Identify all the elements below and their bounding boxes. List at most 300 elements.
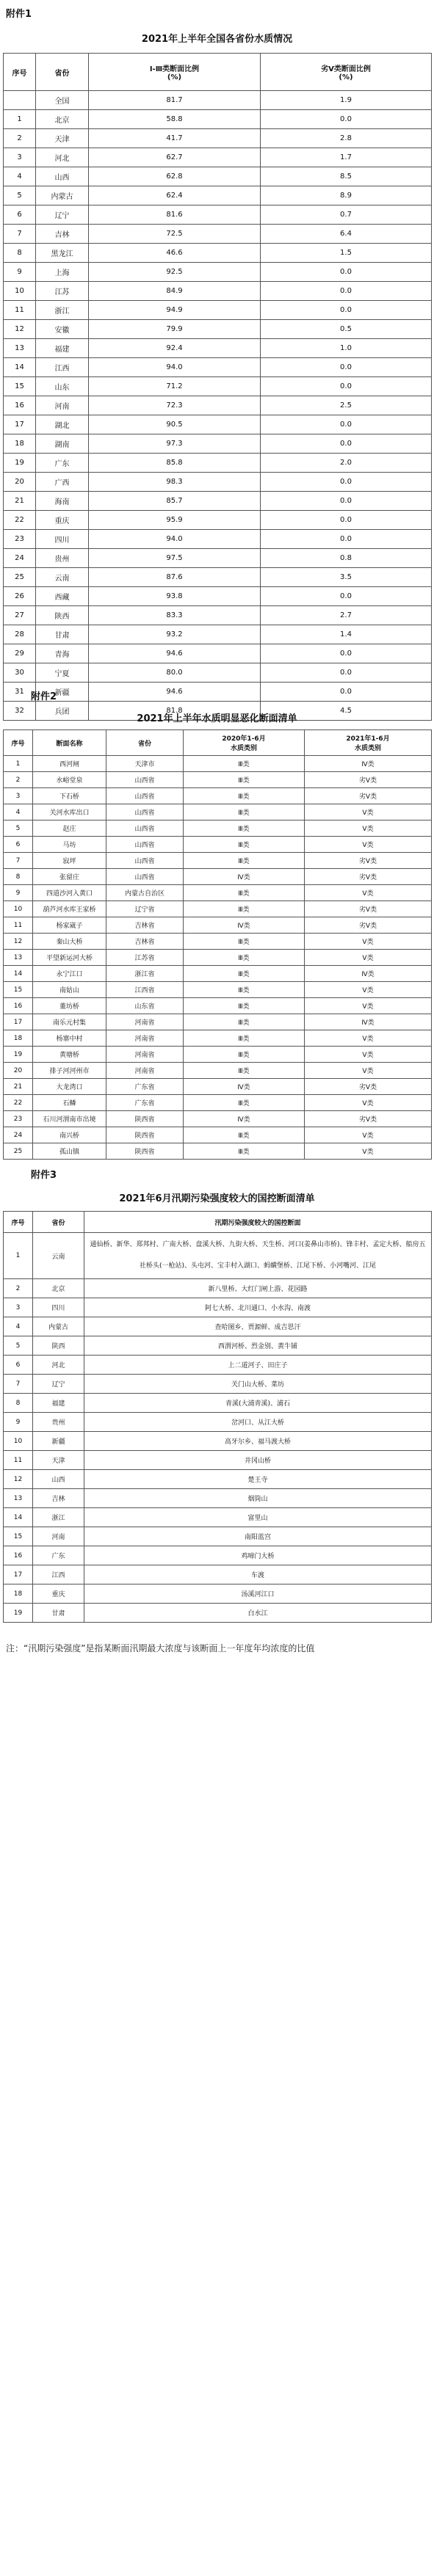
annex3-table-row	[4, 1394, 432, 1413]
annex2-cell-no: 3	[4, 788, 33, 804]
annex1-table-row	[4, 263, 432, 282]
annex1-cell-bad-ratio: 0.0	[261, 530, 432, 549]
annex3-cell-no: 6	[4, 1356, 33, 1375]
annex1-cell-good-ratio: 58.8	[89, 110, 261, 129]
annex2-cell-no: 25	[4, 1143, 33, 1160]
annex2-cell-class-2020: Ⅲ类	[184, 966, 305, 982]
annex1-table-row	[4, 511, 432, 530]
annex2-table-row	[4, 982, 432, 998]
annex1-header-good	[89, 54, 261, 91]
annex1-cell-no: 10	[4, 282, 36, 301]
annex2-cell-class-2021: Ⅴ类	[305, 998, 432, 1014]
annex1-table-row	[4, 415, 432, 434]
annex1-header-no: 序号	[4, 54, 36, 91]
annex2-cell-class-2021: 劣Ⅴ类	[305, 853, 432, 869]
annex1-label: 附件1	[6, 9, 32, 20]
annex3-cell-province: 甘肃	[33, 1604, 84, 1623]
annex2-cell-class-2020: Ⅳ类	[184, 1079, 305, 1095]
annex1-cell-bad-ratio: 0.0	[261, 110, 432, 129]
annex3-table-row	[4, 1527, 432, 1546]
annex2-table-row	[4, 934, 432, 950]
annex2-cell-no: 20	[4, 1063, 33, 1079]
annex1-cell-province: 青海	[36, 644, 89, 663]
annex1-cell-bad-ratio: 0.0	[261, 301, 432, 320]
annex1-header-good-unit: (%)	[167, 73, 182, 81]
annex2-cell-name: 石川河渭南市出境	[33, 1111, 106, 1127]
annex3-cell-province: 浙江	[33, 1508, 84, 1527]
annex2-cell-name: 下石桥	[33, 788, 106, 804]
annex1-cell-good-ratio: 94.9	[89, 301, 261, 320]
annex2-cell-province: 山西省	[106, 853, 184, 869]
annex1-cell-good-ratio: 90.5	[89, 415, 261, 434]
annex2-cell-province: 山西省	[106, 804, 184, 821]
annex1-cell-no: 7	[4, 225, 36, 244]
annex2-table-row	[4, 917, 432, 934]
annex2-cell-no: 4	[4, 804, 33, 821]
annex1-cell-bad-ratio: 0.0	[261, 415, 432, 434]
annex1-table-row	[4, 530, 432, 549]
annex3-cell-province: 云南	[33, 1233, 84, 1279]
annex2-cell-no: 18	[4, 1030, 33, 1047]
annex1-table-row	[4, 320, 432, 339]
annex2-cell-name: 关河水库出口	[33, 804, 106, 821]
annex3-cell-no: 16	[4, 1546, 33, 1565]
annex2-cell-class-2020: Ⅲ类	[184, 788, 305, 804]
annex1-cell-good-ratio: 95.9	[89, 511, 261, 530]
annex3-cell-province: 北京	[33, 1279, 84, 1298]
annex2-cell-no: 11	[4, 917, 33, 934]
annex2-cell-province: 山东省	[106, 998, 184, 1014]
annex2-table-row	[4, 1079, 432, 1095]
annex1-cell-province: 上海	[36, 263, 89, 282]
annex1-cell-no: 13	[4, 339, 36, 358]
annex1-cell-good-ratio: 79.9	[89, 320, 261, 339]
annex1-header-province: 省份	[36, 54, 89, 91]
annex1-table-row	[4, 587, 432, 606]
annex3-cell-no: 10	[4, 1432, 33, 1451]
annex2-cell-class-2021: 劣Ⅴ类	[305, 869, 432, 885]
annex2-cell-class-2020: Ⅲ类	[184, 1047, 305, 1063]
annex2-cell-class-2020: Ⅲ类	[184, 982, 305, 998]
annex3-table-row	[4, 1489, 432, 1508]
annex2-cell-province: 广东省	[106, 1095, 184, 1111]
annex2-cell-class-2020: Ⅲ类	[184, 934, 305, 950]
annex2-cell-class-2020: Ⅲ类	[184, 1143, 305, 1160]
annex1-cell-no: 31	[4, 683, 36, 702]
annex1-cell-province: 海南	[36, 492, 89, 511]
annex2-cell-province: 天津市	[106, 756, 184, 772]
annex2-cell-no: 15	[4, 982, 33, 998]
annex2-cell-name: 南兴桥	[33, 1127, 106, 1143]
annex2-cell-class-2020: Ⅳ类	[184, 869, 305, 885]
annex2-cell-class-2021: Ⅴ类	[305, 804, 432, 821]
annex1-cell-good-ratio: 94.0	[89, 358, 261, 377]
annex1-cell-bad-ratio: 1.9	[261, 91, 432, 110]
annex1-cell-no: 24	[4, 549, 36, 568]
annex2-cell-name: 杨寨中村	[33, 1030, 106, 1047]
annex1-cell-province: 贵州	[36, 549, 89, 568]
annex3-cell-sections: 楚王寺	[84, 1470, 432, 1489]
annex1-cell-bad-ratio: 0.0	[261, 492, 432, 511]
annex1-cell-no: 9	[4, 263, 36, 282]
annex1-cell-bad-ratio: 8.9	[261, 186, 432, 205]
annex2-header-no: 序号	[4, 730, 33, 756]
annex3-header-province: 省份	[33, 1212, 84, 1233]
annex1-cell-good-ratio: 92.5	[89, 263, 261, 282]
annex2-cell-no: 12	[4, 934, 33, 950]
annex2-cell-name: 排子河河州市	[33, 1063, 106, 1079]
annex1-cell-good-ratio: 83.3	[89, 606, 261, 625]
annex2-cell-class-2020: Ⅲ类	[184, 837, 305, 853]
annex2-cell-class-2021: Ⅴ类	[305, 982, 432, 998]
annex3-title: 2021年6月汛期污染强度较大的国控断面清单	[119, 1193, 315, 1204]
annex2-cell-class-2020: Ⅲ类	[184, 804, 305, 821]
annex1-cell-good-ratio: 85.7	[89, 492, 261, 511]
annex2-cell-no: 7	[4, 853, 33, 869]
annex2-header-2021	[305, 730, 432, 756]
annex2-cell-class-2020: Ⅳ类	[184, 917, 305, 934]
annex3-cell-sections: 通仙桥、新华、郑邦村、广南大桥、盘溪大桥、九街大桥、天生桥、河口(姜鼻山市桥)、锋丰村、孟定大桥、船房五社桥头(一枪站)、头屯河、宝丰村入湖口、蚂蟥堡桥、江尾下桥、小河嘴河、江尾	[84, 1233, 432, 1279]
annex1-cell-no: 21	[4, 492, 36, 511]
annex3-cell-province: 四川	[33, 1298, 84, 1317]
annex2-cell-class-2020: Ⅳ类	[184, 1111, 305, 1127]
annex1-cell-no: 28	[4, 625, 36, 644]
annex2-cell-class-2021: 劣Ⅴ类	[305, 1111, 432, 1127]
annex1-cell-good-ratio: 71.2	[89, 377, 261, 396]
annex3-table-row	[4, 1451, 432, 1470]
annex1-cell-province: 陕西	[36, 606, 89, 625]
annex2-cell-class-2021: Ⅳ类	[305, 1014, 432, 1030]
annex3-cell-no: 7	[4, 1375, 33, 1394]
annex2-cell-no: 24	[4, 1127, 33, 1143]
annex1-cell-province: 宁夏	[36, 663, 89, 683]
annex2-cell-class-2020: Ⅲ类	[184, 1095, 305, 1111]
annex1-cell-no: 16	[4, 396, 36, 415]
annex1-cell-good-ratio: 97.3	[89, 434, 261, 454]
annex1-cell-good-ratio: 81.8	[89, 702, 261, 721]
annex2-cell-province: 内蒙古自治区	[106, 885, 184, 901]
annex3-cell-no: 8	[4, 1394, 33, 1413]
annex1-cell-province: 福建	[36, 339, 89, 358]
annex1-table-row	[4, 358, 432, 377]
annex1-cell-province: 甘肃	[36, 625, 89, 644]
annex3-table-row	[4, 1432, 432, 1451]
annex1-cell-bad-ratio: 0.0	[261, 358, 432, 377]
annex2-cell-name: 马坊	[33, 837, 106, 853]
annex3-cell-province: 辽宁	[33, 1375, 84, 1394]
annex2-table-row	[4, 1111, 432, 1127]
annex2-cell-province: 山西省	[106, 837, 184, 853]
annex1-table-row	[4, 473, 432, 492]
annex3-cell-sections: 鸡啼门大桥	[84, 1546, 432, 1565]
annex1-cell-no: 4	[4, 167, 36, 186]
annex2-header-2020-label: 2020年1-6月	[222, 735, 266, 743]
annex3-cell-sections: 白水江	[84, 1604, 432, 1623]
annex1-cell-bad-ratio: 1.0	[261, 339, 432, 358]
annex2-cell-class-2020: Ⅲ类	[184, 1127, 305, 1143]
annex1-cell-province: 新疆	[36, 683, 89, 702]
annex2-cell-province: 山西省	[106, 869, 184, 885]
annex1-cell-province: 四川	[36, 530, 89, 549]
annex1-table-row	[4, 454, 432, 473]
annex3-cell-province: 广东	[33, 1546, 84, 1565]
annex1-cell-good-ratio: 62.7	[89, 148, 261, 167]
annex1-cell-good-ratio: 85.8	[89, 454, 261, 473]
annex2-cell-class-2021: Ⅴ类	[305, 1047, 432, 1063]
annex2-table-row	[4, 804, 432, 821]
annex2-header-province: 省份	[106, 730, 184, 756]
annex1-table-row	[4, 644, 432, 663]
annex2-table-row	[4, 756, 432, 772]
annex3-cell-sections: 汤溪河江口	[84, 1584, 432, 1604]
annex2-cell-no: 9	[4, 885, 33, 901]
annex2-cell-name: 水峪堂泉	[33, 772, 106, 788]
annex1-cell-good-ratio: 62.8	[89, 167, 261, 186]
annex1-cell-province: 浙江	[36, 301, 89, 320]
annex3-cell-no: 17	[4, 1565, 33, 1584]
annex2-cell-province: 河南省	[106, 1063, 184, 1079]
annex2-cell-province: 山西省	[106, 772, 184, 788]
annex2-cell-class-2021: Ⅴ类	[305, 1095, 432, 1111]
annex3-table-row	[4, 1279, 432, 1298]
annex1-cell-no: 20	[4, 473, 36, 492]
annex2-cell-name: 永宁江口	[33, 966, 106, 982]
annex2-table-row	[4, 901, 432, 917]
annex1-cell-province: 兵团	[36, 702, 89, 721]
annex1-cell-good-ratio: 62.4	[89, 186, 261, 205]
annex2-table-row	[4, 1063, 432, 1079]
annex3-cell-province: 天津	[33, 1451, 84, 1470]
annex3-label: 附件3	[31, 1170, 57, 1181]
annex2-cell-name: 杨家崴子	[33, 917, 106, 934]
annex1-cell-province: 云南	[36, 568, 89, 587]
annex1-cell-good-ratio: 81.6	[89, 205, 261, 225]
annex2-cell-no: 2	[4, 772, 33, 788]
annex1-cell-good-ratio: 81.7	[89, 91, 261, 110]
annex1-cell-bad-ratio: 2.8	[261, 129, 432, 148]
annex3-table-row	[4, 1604, 432, 1623]
annex1-table-row	[4, 663, 432, 683]
annex1-cell-bad-ratio: 0.0	[261, 377, 432, 396]
annex2-cell-class-2021: Ⅴ类	[305, 1127, 432, 1143]
annex1-cell-no: 25	[4, 568, 36, 587]
annex2-cell-province: 河南省	[106, 1047, 184, 1063]
annex2-header-name: 断面名称	[33, 730, 106, 756]
annex2-table-row	[4, 1030, 432, 1047]
annex1-table-row	[4, 282, 432, 301]
annex1-cell-good-ratio: 93.8	[89, 587, 261, 606]
annex2-cell-no: 8	[4, 869, 33, 885]
annex1-cell-no: 1	[4, 110, 36, 129]
annex2-title: 2021年上半年水质明显恶化断面清单	[137, 713, 297, 724]
annex1-cell-no: 17	[4, 415, 36, 434]
annex1-cell-province: 西藏	[36, 587, 89, 606]
annex1-table-row	[4, 377, 432, 396]
annex2-cell-class-2021: Ⅴ类	[305, 934, 432, 950]
annex1-cell-no: 5	[4, 186, 36, 205]
annex1-table-row	[4, 683, 432, 702]
annex1-cell-bad-ratio: 2.5	[261, 396, 432, 415]
annex3-cell-province: 陕西	[33, 1336, 84, 1356]
annex2-header-2020-cat: 水质类别	[230, 745, 257, 752]
footnote: 注：“汛期污染强度”是指某断面汛期最大浓度与该断面上一年度年均浓度的比值	[6, 1643, 315, 1653]
annex3-cell-no: 18	[4, 1584, 33, 1604]
annex2-cell-name: 寂坪	[33, 853, 106, 869]
annex2-cell-no: 23	[4, 1111, 33, 1127]
annex2-cell-class-2020: Ⅲ类	[184, 1030, 305, 1047]
annex2-cell-name: 平望新运河大桥	[33, 950, 106, 966]
annex2-cell-province: 山西省	[106, 788, 184, 804]
annex2-cell-name: 秦山大桥	[33, 934, 106, 950]
annex1-cell-no: 6	[4, 205, 36, 225]
annex1-cell-bad-ratio: 0.0	[261, 263, 432, 282]
annex3-cell-province: 贵州	[33, 1413, 84, 1432]
annex3-table-row	[4, 1317, 432, 1336]
annex1-cell-province: 江西	[36, 358, 89, 377]
annex2-cell-name: 石鳞	[33, 1095, 106, 1111]
annex2-cell-class-2021: 劣Ⅴ类	[305, 1079, 432, 1095]
annex1-cell-good-ratio: 80.0	[89, 663, 261, 683]
annex1-header-row	[4, 54, 432, 91]
annex1-cell-no: 15	[4, 377, 36, 396]
annex1-cell-no: 22	[4, 511, 36, 530]
annex2-cell-class-2021: Ⅴ类	[305, 885, 432, 901]
annex2-cell-name: 南姑山	[33, 982, 106, 998]
annex2-header-2021-cat: 水质类别	[354, 745, 381, 752]
annex3-cell-province: 河南	[33, 1527, 84, 1546]
annex2-table-row	[4, 853, 432, 869]
annex3-cell-province: 重庆	[33, 1584, 84, 1604]
annex2-cell-class-2021: Ⅳ类	[305, 966, 432, 982]
annex2-cell-class-2020: Ⅲ类	[184, 1063, 305, 1079]
annex3-table-row	[4, 1233, 432, 1279]
annex3-cell-sections: 关门山大桥、菜坊	[84, 1375, 432, 1394]
annex3-cell-no: 5	[4, 1336, 33, 1356]
annex1-cell-province: 广东	[36, 454, 89, 473]
annex2-cell-name: 赵庄	[33, 821, 106, 837]
annex2-cell-name: 大龙湾口	[33, 1079, 106, 1095]
annex2-cell-no: 1	[4, 756, 33, 772]
annex2-cell-no: 13	[4, 950, 33, 966]
annex1-table-row	[4, 167, 432, 186]
annex1-title: 2021年上半年全国各省份水质情况	[141, 34, 293, 45]
annex2-cell-class-2021: 劣Ⅴ类	[305, 917, 432, 934]
annex3-cell-no: 1	[4, 1233, 33, 1279]
annex3-cell-no: 4	[4, 1317, 33, 1336]
annex3-cell-province: 福建	[33, 1394, 84, 1413]
annex2-table-row	[4, 1014, 432, 1030]
annex1-cell-bad-ratio: 8.5	[261, 167, 432, 186]
annex1-cell-province: 内蒙古	[36, 186, 89, 205]
annex2-table-row	[4, 966, 432, 982]
annex1-cell-no: 14	[4, 358, 36, 377]
annex1-cell-province: 北京	[36, 110, 89, 129]
annex1-table-row	[4, 549, 432, 568]
annex1-cell-bad-ratio: 2.7	[261, 606, 432, 625]
annex1-table-row	[4, 244, 432, 263]
annex1-cell-good-ratio: 72.5	[89, 225, 261, 244]
annex2-cell-class-2021: Ⅴ类	[305, 1030, 432, 1047]
annex2-cell-class-2020: Ⅲ类	[184, 853, 305, 869]
annex1-cell-province: 江苏	[36, 282, 89, 301]
annex1-cell-good-ratio: 92.4	[89, 339, 261, 358]
annex1-cell-bad-ratio: 2.0	[261, 454, 432, 473]
annex2-cell-no: 19	[4, 1047, 33, 1063]
annex2-cell-province: 广东省	[106, 1079, 184, 1095]
annex2-cell-class-2021: Ⅴ类	[305, 837, 432, 853]
annex1-cell-bad-ratio: 0.0	[261, 644, 432, 663]
annex1-cell-province: 湖南	[36, 434, 89, 454]
annex1-cell-no: 11	[4, 301, 36, 320]
annex2-cell-no: 22	[4, 1095, 33, 1111]
annex2-cell-name: 葫芦河水库王家桥	[33, 901, 106, 917]
annex1-table-row	[4, 339, 432, 358]
annex1-cell-province: 重庆	[36, 511, 89, 530]
annex2-cell-class-2021: Ⅴ类	[305, 821, 432, 837]
annex1-cell-good-ratio: 94.6	[89, 683, 261, 702]
annex2-cell-province: 江苏省	[106, 950, 184, 966]
annex2-cell-name: 四道沙河入黄口	[33, 885, 106, 901]
annex2-cell-province: 河南省	[106, 1014, 184, 1030]
annex1-table-row	[4, 568, 432, 587]
annex1-cell-good-ratio: 94.6	[89, 644, 261, 663]
annex2-cell-class-2021: 劣Ⅴ类	[305, 788, 432, 804]
annex2-cell-province: 江西省	[106, 982, 184, 998]
annex1-cell-good-ratio: 94.0	[89, 530, 261, 549]
annex2-cell-province: 辽宁省	[106, 901, 184, 917]
annex2-table-row	[4, 788, 432, 804]
annex2-cell-name: 孤山镇	[33, 1143, 106, 1160]
annex1-header-bad-label: 劣Ⅴ类断面比例	[321, 65, 371, 73]
annex1-table-row	[4, 91, 432, 110]
annex3-table-row	[4, 1413, 432, 1432]
annex3-table-row	[4, 1375, 432, 1394]
annex2-cell-class-2020: Ⅲ类	[184, 1014, 305, 1030]
annex3-cell-no: 2	[4, 1279, 33, 1298]
annex1-cell-no: 18	[4, 434, 36, 454]
annex2-table-row	[4, 998, 432, 1014]
annex1-cell-bad-ratio: 0.0	[261, 587, 432, 606]
annex1-cell-bad-ratio: 0.5	[261, 320, 432, 339]
annex3-cell-sections: 西渭河桥、烈金别、黄牛铺	[84, 1336, 432, 1356]
annex1-cell-bad-ratio: 0.0	[261, 434, 432, 454]
annex1-cell-province: 辽宁	[36, 205, 89, 225]
annex2-cell-province: 陕西省	[106, 1111, 184, 1127]
annex3-cell-no: 15	[4, 1527, 33, 1546]
annex3-cell-no: 9	[4, 1413, 33, 1432]
annex2-table-row	[4, 837, 432, 853]
annex1-cell-province: 山东	[36, 377, 89, 396]
annex2-cell-no: 10	[4, 901, 33, 917]
annex2-header-row	[4, 730, 432, 756]
annex2-cell-class-2020: Ⅲ类	[184, 885, 305, 901]
annex1-cell-no	[4, 91, 36, 110]
annex1-cell-province: 山西	[36, 167, 89, 186]
annex3-cell-no: 12	[4, 1470, 33, 1489]
annex2-table-row	[4, 1127, 432, 1143]
annex3-cell-province: 新疆	[33, 1432, 84, 1451]
annex3-cell-sections: 阿七大桥、北川通口、小水沟、南渡	[84, 1298, 432, 1317]
annex2-cell-no: 16	[4, 998, 33, 1014]
annex3-cell-province: 内蒙古	[33, 1317, 84, 1336]
annex3-table-row	[4, 1546, 432, 1565]
annex1-header-bad-unit: (%)	[339, 73, 353, 81]
annex3-cell-province: 江西	[33, 1565, 84, 1584]
annex2-cell-class-2021: Ⅴ类	[305, 950, 432, 966]
annex3-cell-province: 河北	[33, 1356, 84, 1375]
annex1-cell-bad-ratio: 0.0	[261, 683, 432, 702]
annex1-table-row	[4, 625, 432, 644]
